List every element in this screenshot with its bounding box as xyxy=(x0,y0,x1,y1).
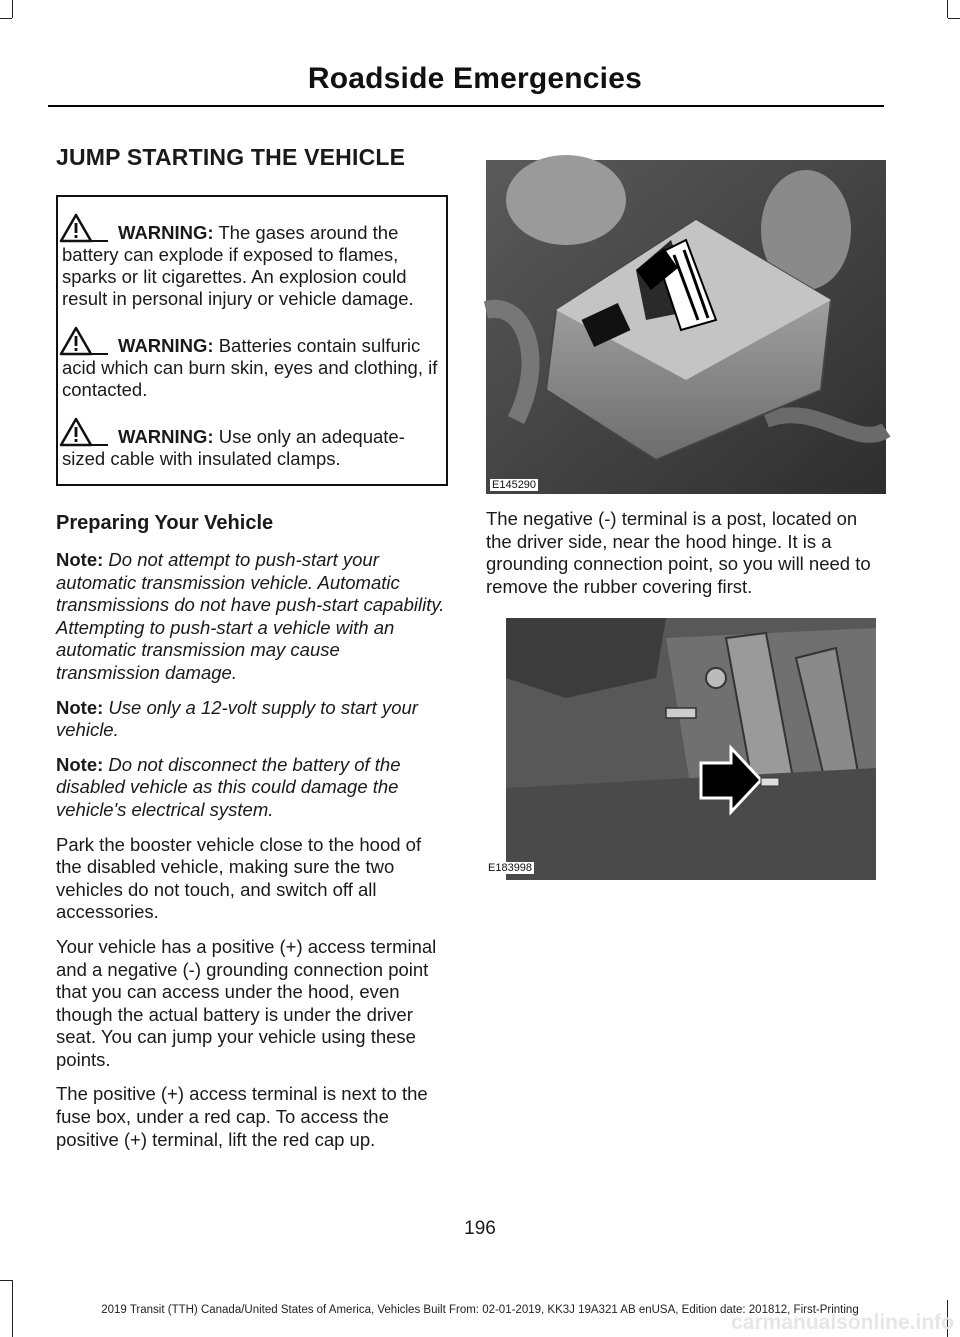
header-rule xyxy=(48,105,884,107)
crop-mark xyxy=(12,0,13,18)
warning-label: WARNING: xyxy=(118,222,214,243)
body-paragraph: The negative (-) terminal is a post, located on the driver side, near the hood hinge. It is a grounding connection point, so you will need to remove the rubber covering first. xyxy=(486,508,871,597)
note xyxy=(56,549,448,685)
subheading: Preparing Your Vehicle xyxy=(56,512,274,534)
right-column xyxy=(486,160,886,880)
warning-box xyxy=(56,195,448,486)
warning-text: Use only an adequate-sized cable with insulated clamps. xyxy=(62,426,405,469)
warning-triangle-icon xyxy=(60,213,110,243)
left-column xyxy=(56,144,448,1163)
section-title: Roadside Emergencies xyxy=(307,62,642,95)
warning-label: WARNING: xyxy=(118,335,214,356)
warning-triangle-icon xyxy=(60,417,110,447)
warning-item xyxy=(62,417,438,470)
warning-label: WARNING: xyxy=(118,426,214,447)
note-text: Do not disconnect the battery of the disabled vehicle as this could damage the vehicle's electrical system. xyxy=(56,753,401,820)
hinge-photo xyxy=(488,618,876,880)
footer-text: 2019 Transit (TTH) Canada/United States of America, Vehicles Built From: 02-01-2019, KK3J 19A321 AB enUSA, Edition date: 201812, First-Printing xyxy=(101,1304,859,1316)
crop-mark xyxy=(0,18,12,19)
warning-item xyxy=(62,213,438,310)
note xyxy=(56,697,448,742)
watermark: carmanualsonline.info xyxy=(731,1311,954,1334)
note-label: Note: xyxy=(56,753,104,775)
body-paragraph: Your vehicle has a positive (+) access terminal and a negative (-) grounding connection point that you can access under the hood, even though the actual battery is under the driver seat. You can jump your vehicle using these points. xyxy=(56,935,437,1070)
figure-code: E145290 xyxy=(492,479,537,491)
note-label: Note: xyxy=(56,549,104,570)
warning-triangle-icon xyxy=(60,326,110,356)
page-number: 196 xyxy=(464,1218,496,1239)
note-text: Use only a 12-volt supply to start your vehicle. xyxy=(56,696,418,741)
engine-bay-illustration xyxy=(486,160,886,494)
warning-text: The gases around the battery can explode if exposed to flames, sparks or lit cigarettes. An explosion could result in personal injury or vehicle damage. xyxy=(62,222,414,309)
crop-mark xyxy=(0,1280,12,1281)
crop-mark xyxy=(947,0,948,18)
warning-item xyxy=(62,326,438,401)
figure-code: E183998 xyxy=(488,862,533,875)
fuse-box-photo xyxy=(486,160,886,494)
body-paragraph: The positive (+) access terminal is next to the fuse box, under a red cap. To access the positive (+) terminal, lift the red cap up. xyxy=(56,1083,428,1150)
page-heading: JUMP STARTING THE VEHICLE xyxy=(56,144,406,170)
note-text: Do not attempt to push-start your automatic transmission vehicle. Automatic transmissions do not have push-start capability. Attempting to push-start a vehicle with an automatic transmission may cause transmission damage. xyxy=(56,549,445,683)
crop-mark xyxy=(948,18,960,19)
hood-hinge-illustration xyxy=(506,618,876,880)
note xyxy=(56,754,448,822)
warning-text: Batteries contain sulfuric acid which can burn skin, eyes and clothing, if contacted. xyxy=(62,335,438,400)
body-paragraph: Park the booster vehicle close to the hood of the disabled vehicle, making sure the two vehicles do not touch, and switch off all accessories. xyxy=(56,833,422,923)
note-label: Note: xyxy=(56,696,104,718)
